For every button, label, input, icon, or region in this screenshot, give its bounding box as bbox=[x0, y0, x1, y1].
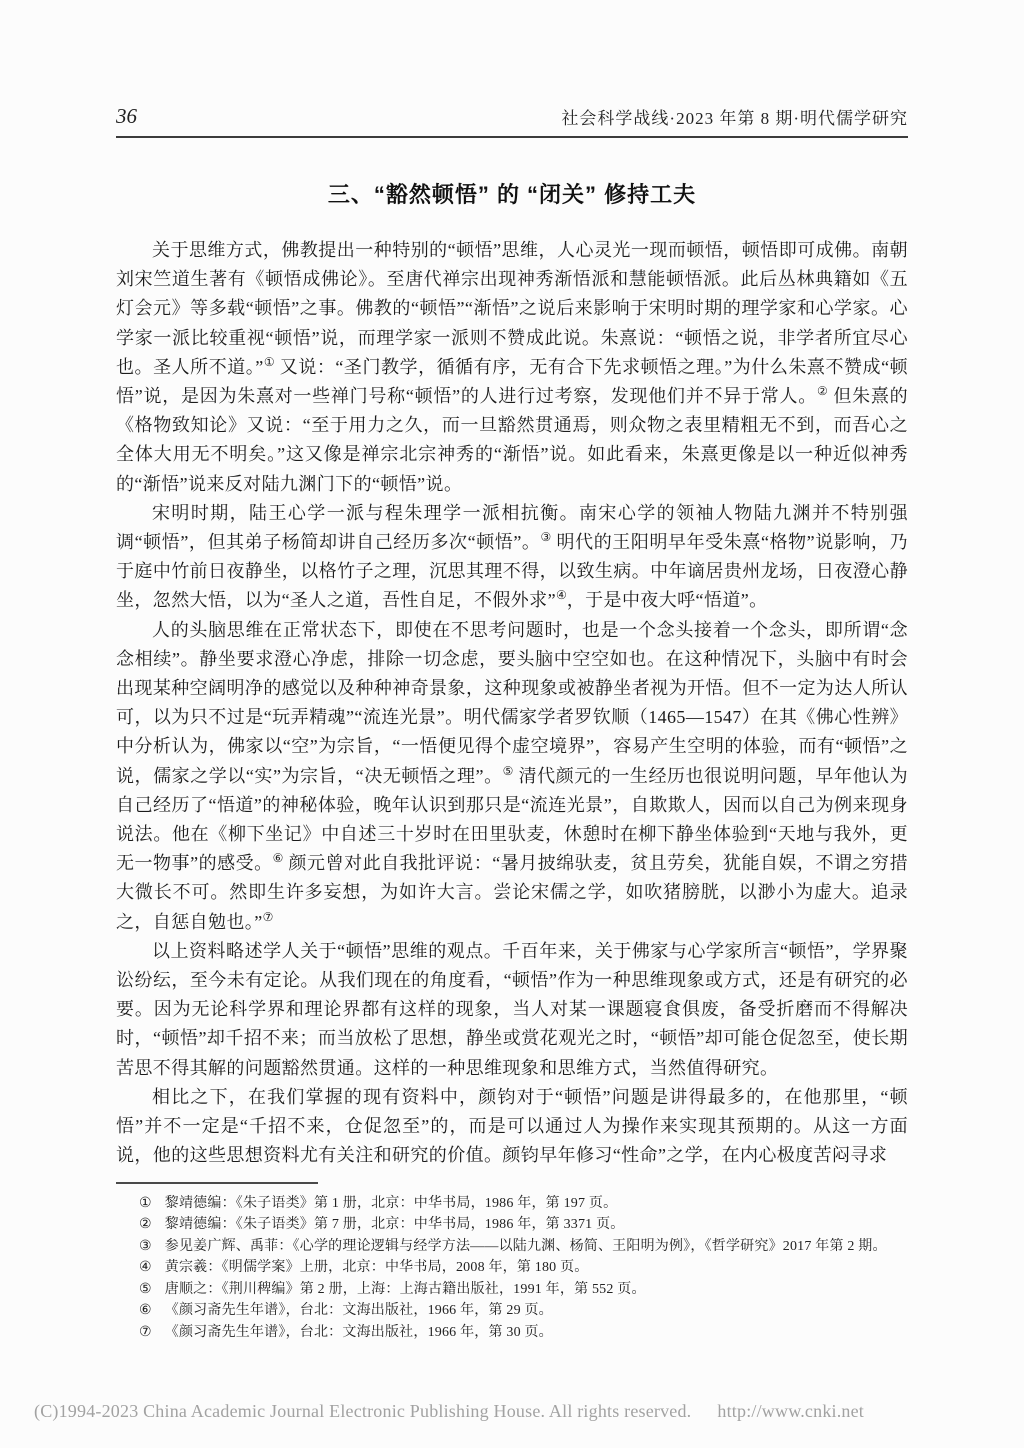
footnote-3 bbox=[139, 1236, 908, 1258]
footnote-marker: ⑤ bbox=[139, 1281, 152, 1297]
article-body bbox=[116, 236, 908, 1171]
footnote-text: 《颜习斋先生年谱》，台北：文海出版社，1966 年，第 30 页。 bbox=[164, 1325, 553, 1341]
paragraph-2: 宋明时期，陆王心学一派与程朱理学一派相抗衡。南宋心学的领袖人物陆九渊并不特别强调“顿悟”，但其弟子杨简却讲自己经历多次“顿悟”。③ 明代的王阳明早年受朱熹“格物”说影响，乃于庭中竹前日夜静坐，以格竹子之理，沉思其理不得，以致生病。中年谪居贵州龙场，日夜澄心静坐，忽然大悟，以为“圣人之道，吾性自足，不假外求”④，于是中夜大呼“悟道”。 bbox=[116, 502, 908, 611]
paragraph-1: 关于思维方式，佛教提出一种特别的“顿悟”思维，人心灵光一现而顿悟，顿悟即可成佛。南朝刘宋竺道生著有《顿悟成佛论》。至唐代禅宗出现神秀渐悟派和慧能顿悟派。此后丛林典籍如《五灯会元》等多载“顿悟”之事。佛教的“顿悟”“渐悟”之说后来影响于宋明时期的理学家和心学家。心学家一派比较重视“顿悟”说，而理学家一派则不赞成此说。朱熹说：“顿悟之说，非学者所宜尽心也。圣人所不道。”① 又说：“圣门教学，循循有序，无有合下先求顿悟之理。”为什么朱熹不赞成“顿悟”说，是因为朱熹对一些禅门号称“顿悟”的人进行过考察，发现他们并不异于常人。② 但朱熹的《格物致知论》又说：“至于用力之久，而一旦豁然贯通焉，则众物之表里精粗无不到，而吾心之全体大用无不明矣。”这又像是禅宗北宗神秀的“渐悟”说。如此看来，朱熹更像是以一种近似神秀的“渐悟”说来反对陆九渊门下的“顿悟”说。 bbox=[116, 240, 909, 494]
copyright-text: (C)1994-2023 China Academic Journal Electronic Publishing House. All rights reserved. bbox=[34, 1401, 692, 1421]
footnote-text: 《颜习斋先生年谱》，台北：文海出版社，1966 年，第 29 页。 bbox=[164, 1303, 553, 1319]
footnote-text: 唐顺之：《荆川稗编》第 2 册，上海：上海古籍出版社，1991 年，第 552 页。 bbox=[164, 1281, 646, 1297]
footnote-2 bbox=[139, 1214, 908, 1236]
page-number: 36 bbox=[116, 104, 137, 128]
header-divider bbox=[116, 136, 908, 138]
page-footer bbox=[34, 1401, 990, 1422]
footnote-7 bbox=[139, 1322, 908, 1344]
footnote-marker: ③ bbox=[139, 1238, 152, 1254]
footnote-6 bbox=[139, 1300, 908, 1322]
footnote-1 bbox=[139, 1193, 908, 1215]
footnote-marker: ① bbox=[139, 1195, 152, 1211]
footnote-5 bbox=[139, 1279, 908, 1301]
footnote-text: 黄宗羲：《明儒学案》上册，北京：中华书局，2008 年，第 180 页。 bbox=[164, 1260, 589, 1276]
footnote-marker: ② bbox=[139, 1217, 152, 1233]
paragraph-3: 人的头脑思维在正常状态下，即使在不思考问题时，也是一个念头接着一个念头，即所谓“念念相续”。静坐要求澄心净虑，排除一切念虑，要头脑中空空如也。在这种情况下，头脑中有时会出现某种空阔明净的感觉以及种种神奇景象，这种现象或被静坐者视为开悟。但不一定为达人所认可，以为只不过是“玩弄精魂”“流连光景”。明代儒家学者罗钦顺（1465—1547）在其《佛心性辨》中分析认为，佛家以“空”为宗旨，“一悟便见得个虚空境界”，容易产生空明的体验，而有“顿悟”之说，儒家之学以“实”为宗旨，“决无顿悟之理”。⑤ 清代颜元的一生经历也很说明问题，早年他认为自己经历了“悟道”的神秘体验，晚年认识到那只是“流连光景”，自欺欺人，因而以自己为例来现身说法。他在《柳下坐记》中自述三十岁时在田里驮麦，休憩时在柳下静坐体验到“天地与我外，更无一物事”的感受。⑥ 颜元曾对此自我批评说：“暑月披绵驮麦，贫且劳矣，犹能自娱，不谓之穷措大微长不可。然即生许多妄想，为如许大言。尝论宋儒之学，如吹猪膀胱，以渺小为虚大。追录之，自惩自勉也。”⑦ bbox=[116, 619, 909, 932]
journal-info: 社会科学战线·2023 年第 8 期·明代儒学研究 bbox=[561, 109, 908, 128]
footnote-text: 参见姜广辉、禹菲：《心学的理论逻辑与经学方法——以陆九渊、杨简、王阳明为例》，《哲学研究》2017 年第 2 期。 bbox=[164, 1238, 887, 1254]
footnote-text: 黎靖德编：《朱子语类》第 1 册，北京：中华书局，1986 年，第 197 页。 bbox=[164, 1195, 618, 1211]
footer-url: http://www.cnki.net bbox=[717, 1401, 865, 1421]
page-header bbox=[116, 0, 908, 136]
paragraph-5: 相比之下，在我们掌握的现有资料中，颜钧对于“顿悟”问题是讲得最多的，在他那里，“顿悟”并不一定是“千招不来，仓促忽至”的，而是可以通过人为操作来实现其预期的。从这一方面说，他的这些思想资料尤有关注和研究的价值。颜钧早年修习“性命”之学，在内心极度苦闷寻求 bbox=[116, 1086, 908, 1166]
footnote-text: 黎靖德编：《朱子语类》第 7 册，北京：中华书局，1986 年，第 3371 页。 bbox=[164, 1217, 625, 1233]
section-title: 三、“豁然顿悟” 的 “闭关” 修持工夫 bbox=[327, 182, 697, 207]
footnote-marker: ⑥ bbox=[139, 1303, 152, 1319]
footnote-marker: ④ bbox=[139, 1260, 152, 1276]
footnote-4 bbox=[139, 1257, 908, 1279]
paragraph-4: 以上资料略述学人关于“顿悟”思维的观点。千百年来，关于佛家与心学家所言“顿悟”，学界聚讼纷纭，至今未有定论。从我们现在的角度看，“顿悟”作为一种思维现象或方式，还是有研究的必要。因为无论科学界和理论界都有这样的现象，当人对某一课题寝食俱废，备受折磨而不得解决时，“顿悟”却千招不来；而当放松了思想，静坐或赏花观光之时，“顿悟”却可能仓促忽至，使长期苦思不得其解的问题豁然贯通。这样的一种思维现象和思维方式，当然值得研究。 bbox=[116, 940, 908, 1078]
footnotes bbox=[116, 1184, 908, 1344]
footnote-marker: ⑦ bbox=[139, 1325, 152, 1341]
